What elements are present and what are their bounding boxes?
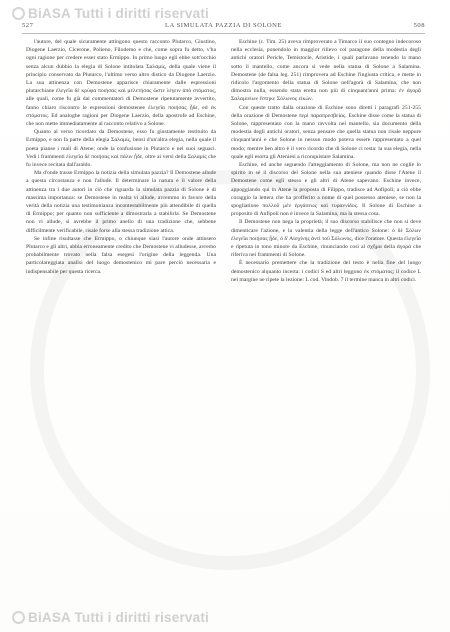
paragraph: Se infine risultasse che Ermippo, o chiunque siasi l'autore onde attinsero Plutarco e gli altri, abbia erroneamente credito che Demostene vi alludesse, avremo probabilmente trovato nella falsa esegesi l'origine della leggenda. Una particolareggiata analisi del luogo demostenico mi pare perciò necessaria e indispensabile per questa ricerca. (26, 235, 216, 275)
paragraph: Eschine (c. Tim. 25) aveva rimproverato a Timarco il suo contegno indecoroso nella ecclesia, ponendolo in maggior rilievo col paragone della modestia degli antichi oratori Pericle, Temistocle, Aristide, i quali parlavano tenendo la mano sotto il mantello, come ancora si vede nella statua di Solone a Salamina. Demostene (de falsa leg. 251) rimprovera ad Eschine l'ingiusta critica, e mette in ridicolo l'argomento della statua di Solone nell'agorà di Salamina, che non dimostra nulla, essendo stata eretta non più di cinquant'anni prima: ἐν ἀγορᾷ Σαλαμινίων ἕστηκε Σόλωνος εἰκών. (231, 39, 421, 103)
left-column (26, 38, 216, 276)
paragraph: Con queste tratto dalla orazione di Eschine sono diretti i paragrafi 251-255 della orazione di Demostene περὶ παραπρεσβείας. Eschine disse come la statua di Solone, rappresentato con la mano ravvolta nel mantello, sia documento della modestia degli antichi oratori, senza pensare che quella statua non risale neppure cinquant'anni e che Solone in nessun modo poteva essere rappresentato a quel modo; mentre ben altro è il vero ricordo che di Solone ci resta: la sua elegia, nella quale egli esorta gli Ateniesi a riconquistare Salamina. (231, 104, 421, 160)
running-title: LA SIMULATA PAZZIA DI SOLONE (165, 22, 282, 29)
watermark-bottom: BiASA Tutti i diritti riservati (12, 610, 209, 625)
copyright-icon (12, 611, 25, 624)
page-number-right: 508 (413, 22, 425, 29)
paragraph: Il Demostene non nega la proprietà; il suo discorso stabilisce che non si deve dimenticare l'azione, e la valentia della legge dell'antico Solone: ὁ δὲ Σόλων ἐλεγεῖα ποιήσας ᾖδε, ὁ δ' Αἰσχίνης ἀντὶ τοῦ Σόλωνος, dice l'oratore. Questa ἐλεγεῖα e ripetuta in tono minore da Eschine, rinunciando così al σχῆμα della ἀγορά che riferiva nei frammenti di Solone. (231, 219, 421, 259)
paragraph: È necessario premettere che la tradizione del testo è nella fine del luogo demostenico alquanto incerta: i codici S ed altri leggono ἐκ στόματος; il codice L nel margine ne ripete la lezione: L cod. Vindob. 7 il termine manca in altri codici. (231, 260, 421, 283)
paragraph: Quanto al verso ricordato da Demostene, esso fu giustamente restituito da Ermippo, e non fa parte della elegia Σαλαμίς, bensì d'un'altra elegia, nella quale il poeta pianse i mali di Atene; onde la confusione in Plutarco e nei suoi seguaci. Vedi i frammenti ἐλεγεῖα δὲ ποιήσας καὶ πάλιν ᾖδε, oltre ai versi della Σαλαμίς che fu invece recitata dall'araldo. (26, 129, 216, 169)
right-column (231, 38, 421, 284)
page-number-left: 527 (22, 22, 34, 29)
paragraph: Eschine, ed anche seguendo l'atteggiamento di Solone, ma non ne coglie lo spirito in sé il discorso del Solone nella sua ateniese quando disse l'Atene il Demostene come egli stesso e gli altri di Atene sapevano. Eschine invece, appoggiando qui in Atene la proposta di Filippo, tradisce ad Anfipoli; a ciò ebbe coraggio la lettera che ha profferito a nome di quel possesso ateniese, se non la spogliatione πολλοῦ μὲν ἐργάσεως καὶ τυραννίδος. Il Solone di Eschine a proposito di Anfipoli non è invece la Salamina, ma la stessa cosa. (231, 162, 421, 218)
paragraph: l'autore, del quale sicuramente attingono questo racconto Plutarco, Giustino, Diogene Laerzio, Cicerone, Polieno, Filodemo e che, come sopra fu detto, v'ha ogni ragione per credere esser stato Ermippo. In primo luogo egli ebbe sott'occhio senza alcun dubbio la elegia di Solone intitolata Σαλαμίς, della quale viene il principio conservato da Plutarco, l'ultimo verso altro distico da Diogene Laerzio. La sua attinenza con Demostene apparisce chiaramente dalle espressioni plutarchiane ἐλεγεῖα δὲ κρύφα ποιήσας καὶ μελετήσας ὥστε λέγειν ἀπὸ στόματος, alle quali, come fu già dai commentatori di Demostene ripetutamente avvertito, fanno chiaro riscontro le espressioni demostenee ἐλεγεῖα ποιήσας ᾖδε, ed ἐκ στόματος. Ed analoghe ragioni per Diogene Laerzio, della apostrofe ad Eschine, che non mette immediatamente al racconto relativo a Solone. (26, 39, 216, 128)
paragraph: Ma d'onde trasse Ermippo la notizia della simulata pazzia? Il Demostene allude a questa circostanza e non l'allude. Il determinare la natura e il valore della attinenza tra i due autori in ciò che riguarda la simulata pazzia di Solone è di massima importanza: se Demostene in realtà vi allude, avremmo in favore della verità della notizia una testimonianza incontestabilmente più attendibile di quella di Ermippo; per quanto non sufficiente a dimostrarla a stabilirla. Se Demostene non vi allude, si avrebbe il primo anello di una tradizione che, sebbene difficilmente verificabile, risale forse alla stessa tradizione attica. (26, 170, 216, 234)
copyright-icon (12, 7, 25, 20)
header-rule (22, 33, 425, 34)
watermark-top: BiASA Tutti i diritti riservati (12, 6, 209, 21)
